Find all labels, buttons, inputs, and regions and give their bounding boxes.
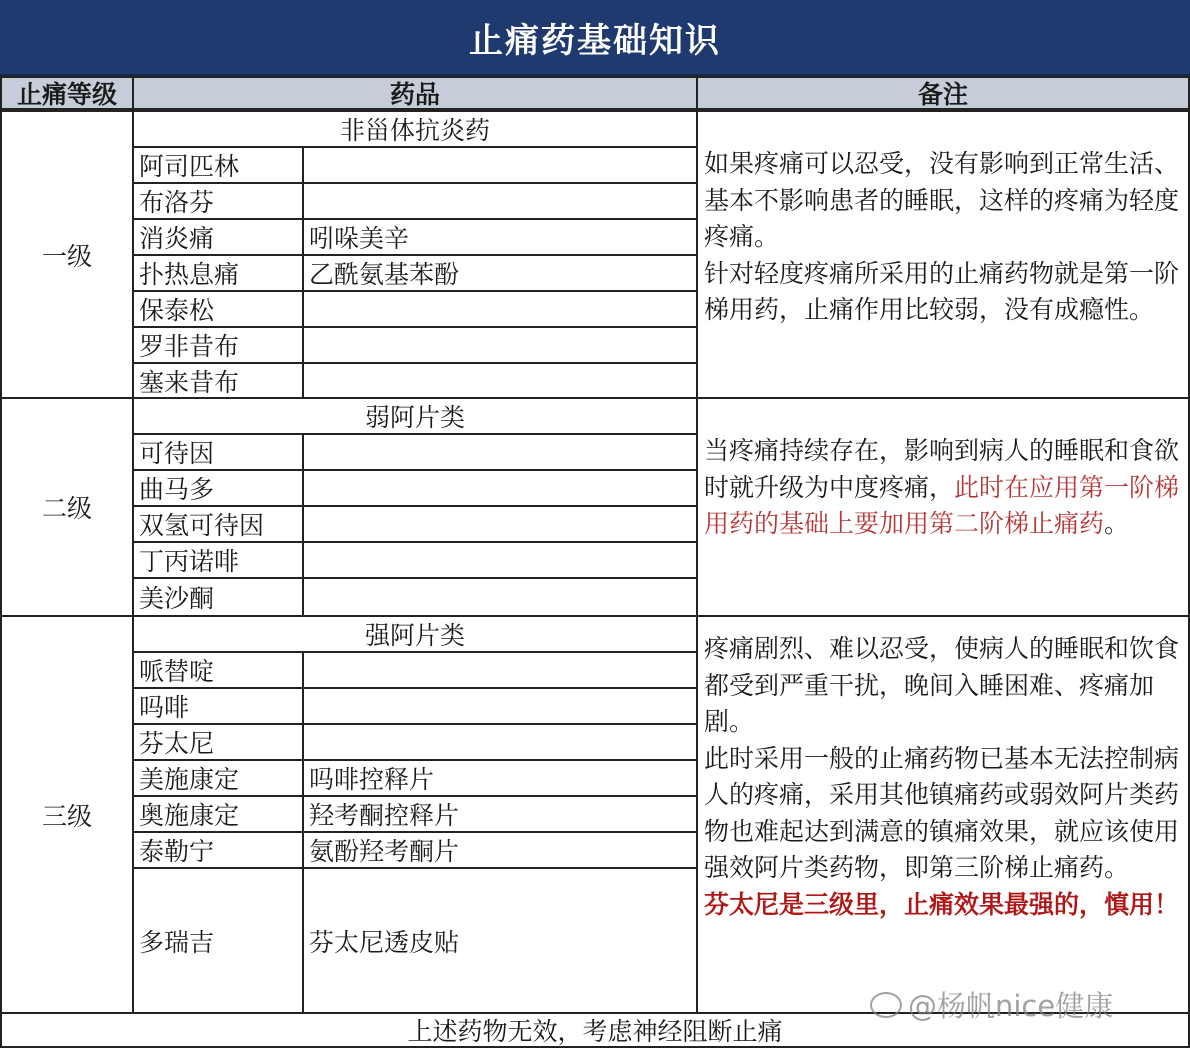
drug-brand xyxy=(302,577,698,617)
note-text: 针对轻度疼痛所采用的止痛药物就是第一阶梯用药，止痛作用比较弱，没有成瘾性。 xyxy=(704,258,1180,324)
drug-name: 罗非昔布 xyxy=(132,326,304,364)
drug-name: 丁丙诺啡 xyxy=(132,541,304,579)
drug-brand xyxy=(302,362,698,399)
note-cell-3 xyxy=(696,615,1190,1014)
drug-brand xyxy=(302,541,698,579)
drug-name: 多瑞吉 xyxy=(132,867,304,1014)
level-cell-1: 一级 xyxy=(0,110,134,399)
drug-name: 扑热息痛 xyxy=(132,254,304,292)
level-cell-2: 二级 xyxy=(0,397,134,617)
header-level: 止痛等级 xyxy=(0,76,134,110)
drug-brand: 乙酰氨基苯酚 xyxy=(302,254,698,292)
note-text: 当疼痛持续存在，影响到病人的睡眠和食欲时就升级为中度疼痛， xyxy=(704,436,1180,502)
note-warning: 芬太尼是三级里，止痛效果最强的，慎用！ xyxy=(704,889,1180,919)
note-text: 疼痛剧烈、难以忍受，使病人的睡眠和饮食都受到严重干扰，晚间入睡困难、疼痛加剧。 xyxy=(704,634,1180,736)
drug-brand: 吲哚美辛 xyxy=(302,218,698,256)
drug-brand xyxy=(302,723,698,761)
watermark xyxy=(870,984,1113,1025)
drug-name: 双氢可待因 xyxy=(132,505,304,543)
drug-brand xyxy=(302,651,698,689)
drug-name: 泰勒宁 xyxy=(132,831,304,869)
footer-note: 上述药物无效，考虑神经阻断止痛 xyxy=(0,1012,1190,1048)
drug-brand xyxy=(302,687,698,725)
note-text-end: 。 xyxy=(1104,509,1130,538)
drug-brand xyxy=(302,290,698,328)
drug-name: 美沙酮 xyxy=(132,577,304,617)
drug-name: 芬太尼 xyxy=(132,723,304,761)
header-note: 备注 xyxy=(696,76,1190,110)
drug-brand: 羟考酮控释片 xyxy=(302,795,698,833)
drug-name: 哌替啶 xyxy=(132,651,304,689)
header-drug: 药品 xyxy=(132,76,698,110)
drug-name: 曲马多 xyxy=(132,469,304,507)
category-cell-2: 弱阿片类 xyxy=(132,397,698,435)
drug-name: 吗啡 xyxy=(132,687,304,725)
note-cell-2 xyxy=(696,397,1190,617)
page-title: 止痛药基础知识 xyxy=(0,0,1190,76)
drug-brand: 氨酚羟考酮片 xyxy=(302,831,698,869)
drug-name: 阿司匹林 xyxy=(132,146,304,184)
drug-name: 可待因 xyxy=(132,433,304,471)
watermark-text: @杨帆nice健康 xyxy=(908,989,1114,1023)
drug-brand xyxy=(302,433,698,471)
drug-name: 布洛芬 xyxy=(132,182,304,220)
category-cell-1: 非甾体抗炎药 xyxy=(132,110,698,148)
drug-name: 美施康定 xyxy=(132,759,304,797)
drug-name: 奥施康定 xyxy=(132,795,304,833)
drug-name: 保泰松 xyxy=(132,290,304,328)
level-cell-3: 三级 xyxy=(0,615,134,1014)
note-text: 如果疼痛可以忍受，没有影响到正常生活、基本不影响患者的睡眠，这样的疼痛为轻度疼痛。 xyxy=(704,149,1180,251)
note-text: 此时采用一般的止痛药物已基本无法控制病人的疼痛，采用其他镇痛药或弱效阿片类药物也难起达到满意的镇痛效果，就应该使用强效阿片类药物，即第三阶梯止痛药。 xyxy=(704,743,1180,882)
note-highlight: 此时在应用第一阶梯用药的基础上要加用第二阶梯止痛药 xyxy=(704,472,1180,538)
drug-brand xyxy=(302,505,698,543)
drug-brand xyxy=(302,146,698,184)
drug-brand: 芬太尼透皮贴 xyxy=(302,867,698,1014)
watermark-logo-icon xyxy=(870,992,902,1018)
drug-brand xyxy=(302,469,698,507)
drug-brand: 吗啡控释片 xyxy=(302,759,698,797)
drug-brand xyxy=(302,182,698,220)
drug-brand xyxy=(302,326,698,364)
category-cell-3: 强阿片类 xyxy=(132,615,698,653)
drug-name: 消炎痛 xyxy=(132,218,304,256)
note-cell-1 xyxy=(696,110,1190,399)
drug-name: 塞来昔布 xyxy=(132,362,304,399)
